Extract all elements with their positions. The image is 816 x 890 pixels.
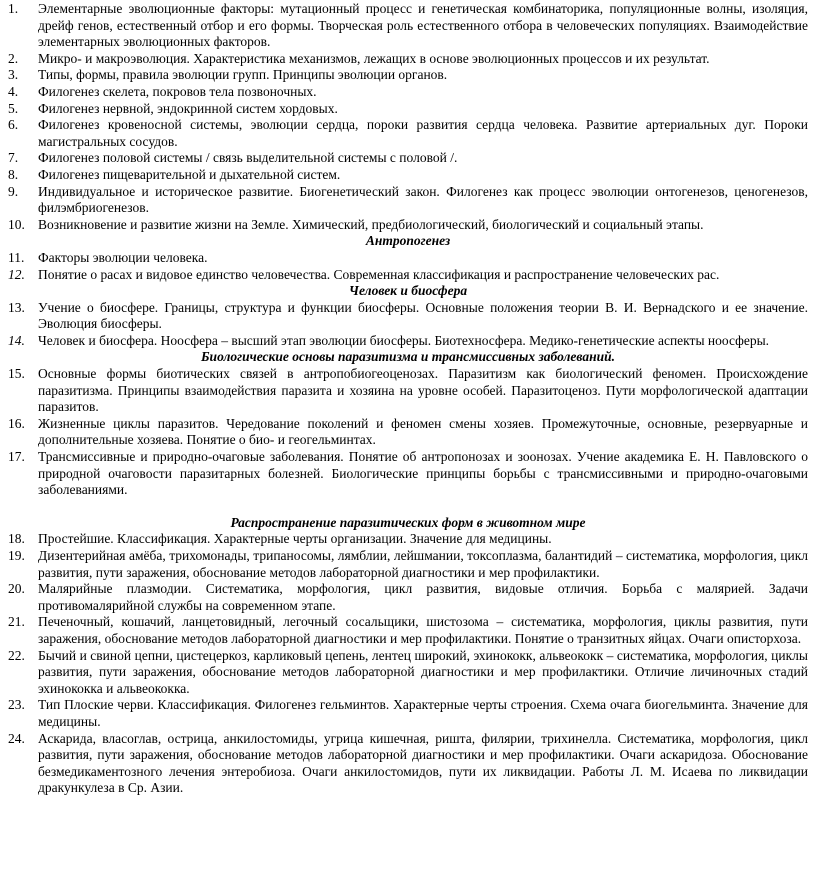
item-text: Печеночный, кошачий, ланцетовидный, легочный сосальщики, шистозома – систематика, морфология, циклы развития, пути заражения, обоснование методов лабораторной диагностики и мер профилактики. Понятие о транзитных яйцах. Очаги описторхоза. <box>38 614 808 646</box>
list-item <box>8 648 808 698</box>
item-text: Филогенез скелета, покровов тела позвоночных. <box>38 83 317 99</box>
item-number: 20. <box>8 581 25 597</box>
list-item <box>8 150 808 167</box>
list-item <box>8 548 808 581</box>
item-text: Факторы эволюции человека. <box>38 249 208 265</box>
item-number: 15. <box>8 366 25 382</box>
item-number: 6. <box>8 117 19 133</box>
item-text: Типы, формы, правила эволюции групп. Принципы эволюции органов. <box>38 67 448 83</box>
item-number: 4. <box>8 83 19 99</box>
topic-list-evolution <box>8 1 808 233</box>
item-text: Филогенез половой системы / связь выделительной системы с половой /. <box>38 150 458 166</box>
item-number: 1. <box>8 1 19 16</box>
list-item <box>8 614 808 647</box>
item-text: Простейшие. Классификация. Характерные черты организации. Значение для медицины. <box>38 531 552 547</box>
item-number: 9. <box>8 183 19 199</box>
item-text: Аскарида, власоглав, острица, анкилостомиды, угрица кишечная, ришта, филярии, трихинелла. Систематика, морфология, цикл развития, пути заражения, обоснование методов лабораторной диагностики и мер профилактики. Очаги аскаридоза. Обоснование безмедикаментозного лечения энтеробиоза. Очаги анкилостомидов, пути их ликвидации. Работы Л. М. Исаева по ликвидации дракункулеза в Ср. Азии. <box>38 730 808 796</box>
item-number: 14. <box>8 332 25 348</box>
item-number: 7. <box>8 150 19 166</box>
item-number: 23. <box>8 697 25 713</box>
item-text: Микро- и макроэволюция. Характеристика механизмов, лежащих в основе эволюционных процессов и их результат. <box>38 50 710 66</box>
item-text: Малярийные плазмодии. Систематика, морфология, цикл развития, видовые отличия. Борьба с малярией. Задачи противомалярийной службы на современном этапе. <box>38 581 808 613</box>
item-text: Человек и биосфера. Ноосфера – высший этап эволюции биосферы. Биотехносфера. Медико-генетические аспекты ноосферы. <box>38 332 770 348</box>
list-item <box>8 184 808 217</box>
item-number: 13. <box>8 299 25 315</box>
item-number: 19. <box>8 548 25 563</box>
item-text: Элементарные эволюционные факторы: мутационный процесс и генетическая комбинаторика, популяционные волны, изоляция, дрейф генов, естественный отбор и его формы. Творческая роль естественного отбора в человеческих популяциях. Взаимодействие элементарных эволюционных факторов. <box>38 1 808 50</box>
item-number: 16. <box>8 415 25 431</box>
item-text: Бычий и свиной цепни, цистецеркоз, карликовый цепень, лентец широкий, эхинококк, альвеококк – систематика, морфология, циклы развития, пути заражения, обоснование методов лабораторной диагностики и мер профилактики. Отличие личиночных стадий эхинококка и альвеококка. <box>38 647 808 696</box>
section-heading-anthropogenesis: Антропогенез <box>365 233 451 249</box>
item-number: 17. <box>8 449 25 465</box>
list-item <box>8 51 808 68</box>
item-text: Учение о биосфере. Границы, структура и функции биосферы. Основные положения теории В. И. Вернадского и ее значение. Эволюция биосферы. <box>38 299 808 332</box>
list-item <box>8 449 808 499</box>
item-number: 11. <box>8 249 25 265</box>
item-text: Возникновение и развитие жизни на Земле. Химический, предбиологический, биологический и социальный этапы. <box>38 216 704 232</box>
item-text: Дизентерийная амёба, трихомонады, трипаносомы, лямблии, лейшмании, токсоплазма, балантидий – систематика, морфология, цикл развития, пути заражения, обоснование методов лабораторной диагностики и мер профилактики. <box>38 548 808 580</box>
list-item <box>8 84 808 101</box>
list-item <box>8 366 808 416</box>
item-number: 5. <box>8 100 19 116</box>
item-number: 18. <box>8 531 25 547</box>
item-text: Индивидуальное и историческое развитие. Биогенетический закон. Филогенез как процесс эволюции онтогенезов, ценогенезов, филэмбриогенезов. <box>38 183 808 216</box>
list-item <box>8 416 808 449</box>
item-text: Жизненные циклы паразитов. Чередование поколений и феномен смены хозяев. Промежуточные, основные, резервуарные и дополнительные хозяева. Понятие о био- и геогельминтах. <box>38 415 808 448</box>
section-heading-parasitism: Биологические основы паразитизма и трансмиссивных заболеваний. <box>200 349 615 365</box>
list-item <box>8 531 808 548</box>
item-text: Филогенез кровеносной системы, эволюции сердца, пороки развития сердца человека. Развитие артериальных дуг. Пороки магистральных сосудов. <box>38 117 808 149</box>
item-number: 24. <box>8 730 25 746</box>
list-item <box>8 1 808 51</box>
list-item <box>8 117 808 150</box>
item-text: Филогенез пищеварительной и дыхательной систем. <box>38 166 341 182</box>
list-item <box>8 697 808 730</box>
list-item <box>8 101 808 118</box>
list-item <box>8 333 808 350</box>
topic-list-biosphere <box>8 300 808 350</box>
list-item <box>8 267 808 284</box>
list-item <box>8 250 808 267</box>
item-number: 8. <box>8 166 19 182</box>
topic-list-parasitism <box>8 366 808 499</box>
topic-list-distribution <box>8 531 808 797</box>
list-item <box>8 67 808 84</box>
item-number: 2. <box>8 50 19 66</box>
item-text: Трансмиссивные и природно-очаговые заболевания. Понятие об антропонозах и зоонозах. Учение академика Е. Н. Павловского о природной очаговости паразитарных болезней. Биологические принципы борьбы с трансмиссивными и природно-очаговыми заболеваниями. <box>38 449 808 498</box>
list-item <box>8 300 808 333</box>
item-text: Понятие о расах и видовое единство человечества. Современная классификация и распространение человеческих рас. <box>38 266 720 282</box>
item-text: Основные формы биотических связей в антропобиогеоценозах. Паразитизм как биологический феномен. Происхождение паразитизма. Принципы взаимодействия паразита и хозяина на уровне особей. Паразитоценоз. Пути морфологической адаптации паразитов. <box>38 366 808 415</box>
list-item <box>8 581 808 614</box>
section-heading-distribution: Распространение паразитических форм в животном мире <box>230 514 586 530</box>
item-text: Тип Плоские черви. Классификация. Филогенез гельминтов. Характерные черты строения. Схема очага биогельминта. Значение для медицины. <box>38 697 808 729</box>
blank-line <box>8 499 808 515</box>
topic-list-anthropogenesis <box>8 250 808 283</box>
item-number: 22. <box>8 647 25 663</box>
item-text: Филогенез нервной, эндокринной систем хордовых. <box>38 100 338 116</box>
item-number: 10. <box>8 216 25 232</box>
item-number: 21. <box>8 614 25 630</box>
item-number: 3. <box>8 67 19 83</box>
list-item <box>8 217 808 234</box>
item-number: 12. <box>8 266 25 282</box>
section-heading-biosphere: Человек и биосфера <box>348 283 468 299</box>
list-item <box>8 167 808 184</box>
list-item <box>8 731 808 797</box>
